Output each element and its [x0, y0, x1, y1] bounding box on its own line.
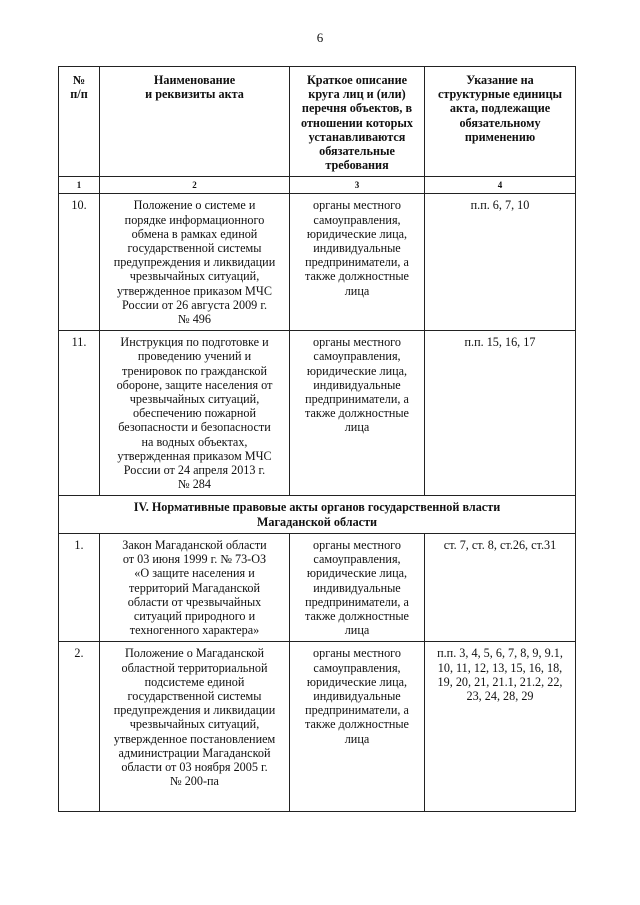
act-name: Закон Магаданской области от 03 июня 1999 г. № 73-ОЗ «О защите населения и территорий Магаданской области от чрезвычайных ситуаций природного и техногенного характера»	[100, 533, 290, 641]
structural-units: п.п. 3, 4, 5, 6, 7, 8, 9, 9.1, 10, 11, 12, 13, 15, 16, 18, 19, 20, 21, 21.1, 21.2, 22, 23, 24, 28, 29	[425, 642, 576, 812]
act-name: Положение о системе и порядке информационного обмена в рамках единой государственной системы предупреждения и ликвидации чрезвычайных ситуаций, утвержденное приказом МЧС России от 26 августа 2009 г. № 496	[100, 194, 290, 331]
table-row	[59, 642, 576, 812]
header-number: № п/п	[59, 67, 100, 177]
act-name: Положение о Магаданской областной территориальной подсистеме единой государственной системы предупреждения и ликвидации чрезвычайных ситуаций, утвержденное постановлением администрации Магаданской области от 03 ноября 2005 г. № 200-па	[100, 642, 290, 812]
persons-description: органы местного самоуправления, юридические лица, индивидуальные предприниматели, а также должностные лица	[290, 533, 425, 641]
acts-table	[58, 66, 576, 812]
row-number: 1.	[59, 533, 100, 641]
section-heading-row	[59, 496, 576, 533]
column-number: 2	[100, 177, 290, 194]
row-number: 10.	[59, 194, 100, 331]
header-act-name: Наименование и реквизиты акта	[100, 67, 290, 177]
column-number: 1	[59, 177, 100, 194]
column-number: 4	[425, 177, 576, 194]
section-heading: IV. Нормативные правовые акты органов государственной власти Магаданской области	[59, 496, 576, 533]
column-numbers-row	[59, 177, 576, 194]
structural-units: п.п. 6, 7, 10	[425, 194, 576, 331]
header-persons: Краткое описание круга лиц и (или) перечня объектов, в отношении которых устанавливаются обязательные требования	[290, 67, 425, 177]
persons-description: органы местного самоуправления, юридические лица, индивидуальные предприниматели, а также должностные лица	[290, 194, 425, 331]
act-name: Инструкция по подготовке и проведению учений и тренировок по гражданской обороне, защите населения от чрезвычайных ситуаций, обеспечению пожарной безопасности и безопасности на водных объектах, утвержденная приказом МЧС России от 24 апреля 2013 г. № 284	[100, 331, 290, 496]
persons-description: органы местного самоуправления, юридические лица, индивидуальные предприниматели, а также должностные лица	[290, 642, 425, 812]
structural-units: ст. 7, ст. 8, ст.26, ст.31	[425, 533, 576, 641]
table-header-row	[59, 67, 576, 177]
table-row	[59, 533, 576, 641]
row-number: 2.	[59, 642, 100, 812]
structural-units: п.п. 15, 16, 17	[425, 331, 576, 496]
row-number: 11.	[59, 331, 100, 496]
persons-description: органы местного самоуправления, юридические лица, индивидуальные предприниматели, а также должностные лица	[290, 331, 425, 496]
header-structural-units: Указание на структурные единицы акта, подлежащие обязательному применению	[425, 67, 576, 177]
column-number: 3	[290, 177, 425, 194]
page-number: 6	[316, 30, 324, 45]
table-row	[59, 331, 576, 496]
table-row	[59, 194, 576, 331]
